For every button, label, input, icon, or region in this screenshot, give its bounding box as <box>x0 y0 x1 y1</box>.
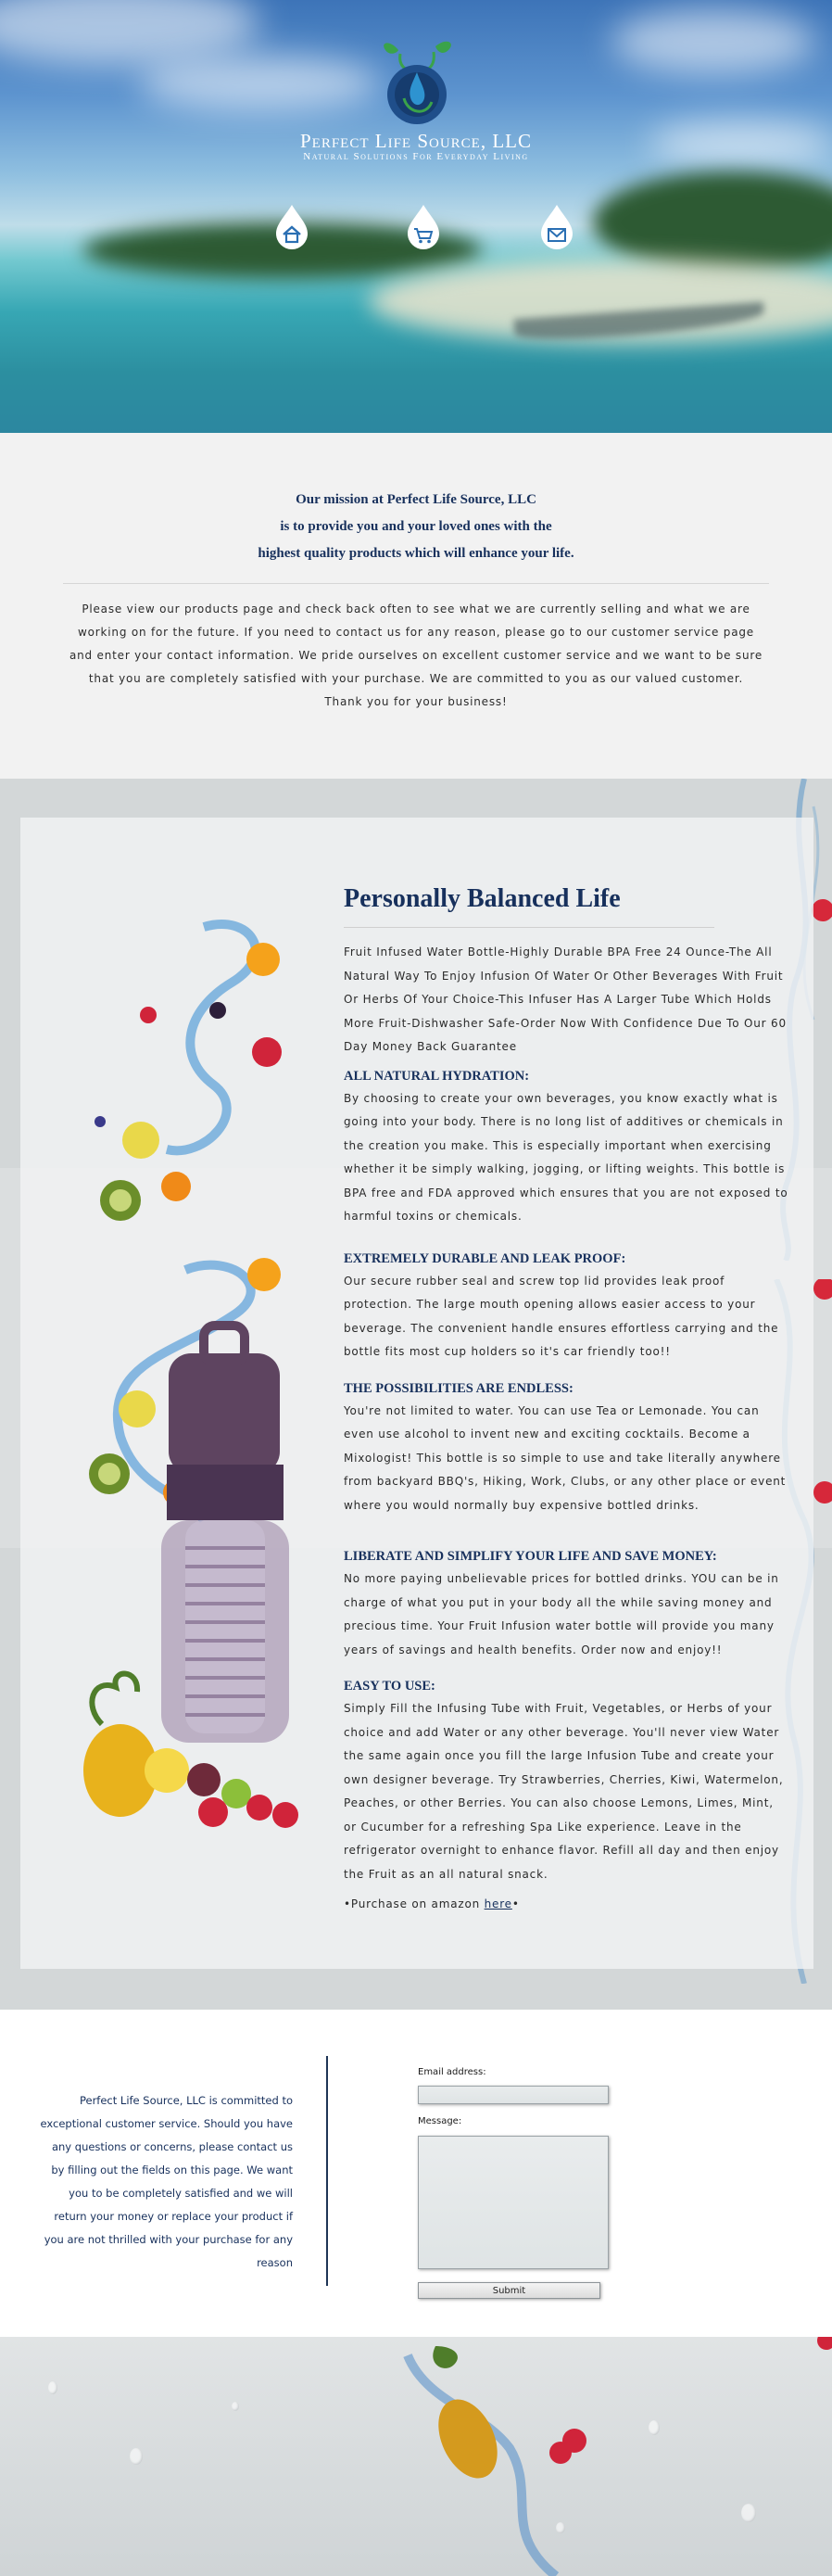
mission-line: Our mission at Perfect Life Source, LLC <box>296 492 536 507</box>
brand-tagline: Natural Solutions For Everyday Living <box>303 151 529 162</box>
divider <box>344 927 714 928</box>
section-text: You're not limited to water. You can use Tea or Lemonade. You can even use alcohol to invent new and exciting cocktails. Become a Mixologist! This bottle is so simple to use and take literally anywhere from backyard BBQ's, Hiking, Work, Clubs, or any other place or event where you would normally buy expensive bottled drinks. <box>344 1403 787 1512</box>
water-droplet <box>649 2420 660 2435</box>
divider <box>63 583 769 584</box>
product-content <box>344 881 788 1910</box>
mission-section <box>0 433 832 779</box>
purchase-prefix: •Purchase on amazon <box>344 1897 485 1910</box>
nav-cart-button[interactable] <box>406 204 441 250</box>
purchase-suffix: • <box>511 1897 520 1910</box>
section-heading: EASY TO USE: <box>344 1679 435 1694</box>
section-heading: ALL NATURAL HYDRATION: <box>344 1068 530 1084</box>
email-field[interactable] <box>418 2086 609 2104</box>
vertical-divider <box>326 2056 328 2286</box>
section-heading: THE POSSIBILITIES ARE ENDLESS: <box>344 1380 574 1396</box>
contact-section <box>0 2010 832 2337</box>
nav-contact-button[interactable] <box>539 204 574 250</box>
mission-line: is to provide you and your loved ones with the <box>280 519 552 534</box>
mission-paragraph: Please view our products page and check back often to see what we are currently selling and what we are working on for the future. If you need to contact us for any reason, please go to our customer service page and enter your contact information. We pride ourselves on excellent customer service and we want to be sure that you are completely satisfied with your purchase. We are committed to you as our valued customer. <box>69 603 763 685</box>
section-text: Our secure rubber seal and screw top lid provides leak proof protection. The large mouth opening allows easier access to your beverage. The convenient handle ensures effortless carrying and the bottle fits most cup holders so it's car friendly too!! <box>344 1274 779 1358</box>
product-intro: Fruit Infused Water Bottle-Highly Durable BPA Free 24 Ounce-The All Natural Way To Enjoy Infusion Of Water Or Other Beverages With Fruit Or Herbs Of Your Choice-This Infuser Has A Larger Tube Which Holds More Fruit-Dishwasher Safe-Order Now With Confidence Due To Our 60 Day Money Back Guarantee <box>344 945 787 1053</box>
mission-body <box>65 598 767 714</box>
product-section <box>0 779 832 2010</box>
sky-cloud <box>139 56 380 111</box>
water-droplet <box>232 2402 239 2411</box>
water-droplet <box>48 2381 57 2394</box>
palm-trees <box>593 171 832 273</box>
message-label: Message: <box>418 2116 462 2126</box>
hero-banner <box>0 0 832 433</box>
nav-home-button[interactable] <box>274 204 309 250</box>
water-droplet <box>741 2504 756 2522</box>
amazon-link[interactable]: here <box>484 1897 512 1910</box>
brand-name: Perfect Life Source, LLC <box>299 130 533 152</box>
mission-line: highest quality products which will enhance your life. <box>258 546 574 561</box>
footer-banner <box>0 2337 832 2576</box>
section-text: Simply Fill the Infusing Tube with Fruit, Vegetables, or Herbs of your choice and add Water or any other beverage. You'll never view Water the same again once you fill the large Infusion Tube and create your own designer beverage. Try Strawberries, Cherries, Kiwi, Watermelon, Peaches, or other Berries. You can also choose Lemons, Limes, Mint, or Cucumber for a refreshing Spa Like experience. Leave in the refrigerator overnight to enhance flavor. Refill all day and then enjoy the Fruit as an all natural snack. <box>344 1702 784 1881</box>
pineapple-splash-image <box>371 2337 611 2576</box>
mission-statement <box>0 487 832 567</box>
submit-button[interactable]: Submit <box>418 2282 600 2299</box>
section-heading: EXTREMELY DURABLE AND LEAK PROOF: <box>344 1250 626 1266</box>
contact-description: Perfect Life Source, LLC is committed to exceptional customer service. Should you have any questions or concerns, please contact us by filling out the fields on this page. We want you to be completely satisfied and we will return your money or replace your product if you are not thrilled with your purchase for any reason <box>40 2094 293 2269</box>
email-label: Email address: <box>418 2067 486 2077</box>
section-heading: LIBERATE AND SIMPLIFY YOUR LIFE AND SAVE MONEY: <box>344 1549 717 1564</box>
brand-logo-icon <box>380 37 454 128</box>
strawberry-decoration <box>795 2337 832 2355</box>
sky-cloud <box>611 9 815 74</box>
water-droplet <box>130 2448 143 2465</box>
fruit-bottle-image <box>65 918 315 1872</box>
mission-thanks: Thank you for your business! <box>324 695 508 708</box>
product-title: Personally Balanced Life <box>344 884 621 913</box>
section-text: By choosing to create your own beverages, you know exactly what is going into your body. There is no long list of additives or chemicals in the creation you make. This is especially important when exercising whether it be simply walking, jogging, or lifting weights. This bottle is BPA free and FDA approved which ensures that you are not exposed to harmful toxins or chemicals. <box>344 1091 788 1223</box>
sky-cloud <box>0 0 259 65</box>
message-field[interactable] <box>418 2136 609 2269</box>
section-text: No more paying unbelievable prices for bottled drinks. YOU can be in charge of what you put in your body all the while saving money and precious time. Your Fruit Infusion water bottle will provide you many years of savings and health benefits. Order now and enjoy!! <box>344 1572 779 1656</box>
purchase-line <box>344 1897 788 1910</box>
